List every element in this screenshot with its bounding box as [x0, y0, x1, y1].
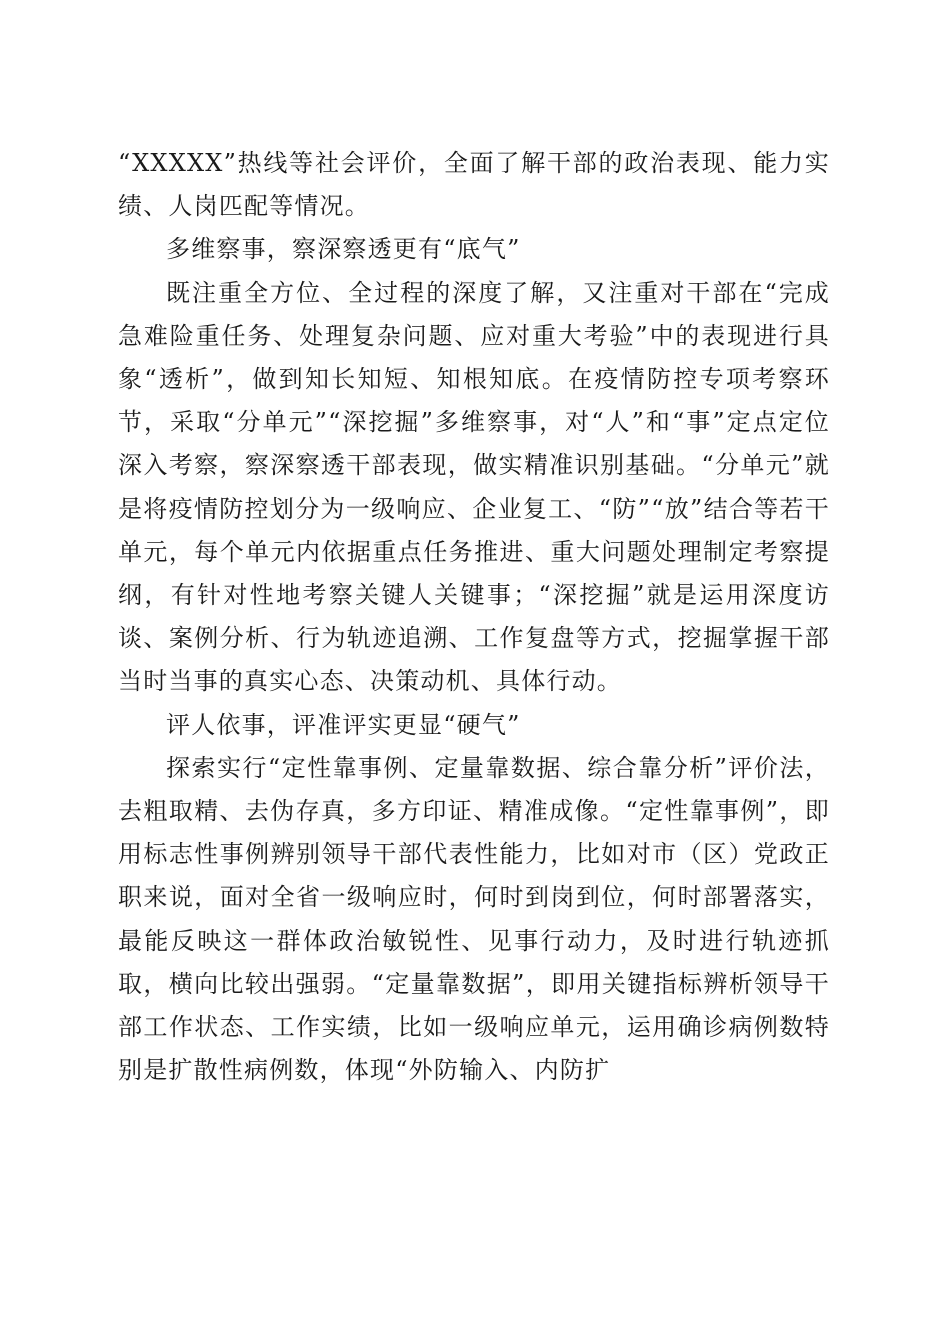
section-heading-2: 评人依事，评准评实更显“硬气” [166, 710, 521, 739]
paragraph-2: 既注重全方位、全过程的深度了解，又注重对干部在“完成急难险重任务、处理复杂问题、应对重大考验”中的表现进行具象“透析”，做到知长知短、知根知底。在疫情防控专项考察环节，采取“分单元”“深挖掘”多维察事，对“人”和“事”定点定位深入考察，察深察透干部表现，做实精准识别基础。“分单元”就是将疫情防控划分为一级响应、企业复工、“防”“放”结合等若干单元，每个单元内依据重点任务推进、重大问题处理制定考察提纲，有针对性地考察关键人关键事；“深挖掘”就是运用深度访谈、案例分析、行为轨迹追溯、工作复盘等方式，挖掘掌握干部当时当事的真实心态、决策动机、具体行动。 [118, 278, 830, 696]
paragraph-3: 探索实行“定性靠事例、定量靠数据、综合靠分析”评价法，去粗取精、去伪存真，多方印证、精准成像。“定性靠事例”，即用标志性事例辨别领导干部代表性能力，比如对市（区）党政正职来说，面对全省一级响应时，何时到岗到位，何时部署落实，最能反映这一群体政治敏锐性、见事行动力，及时进行轨迹抓取，横向比较出强弱。“定量靠数据”，即用关键指标辨析领导干部工作状态、工作实绩，比如一级响应单元，运用确诊病例数特别是扩散性病例数，体现“外防输入、内防扩 [118, 753, 830, 1085]
paragraph-1: “XXXXX”热线等社会评价，全面了解干部的政治表现、能力实绩、人岗匹配等情况。 [118, 149, 830, 221]
document-body [118, 142, 830, 1092]
section-heading-1: 多维察事，察深察透更有“底气” [166, 235, 521, 264]
